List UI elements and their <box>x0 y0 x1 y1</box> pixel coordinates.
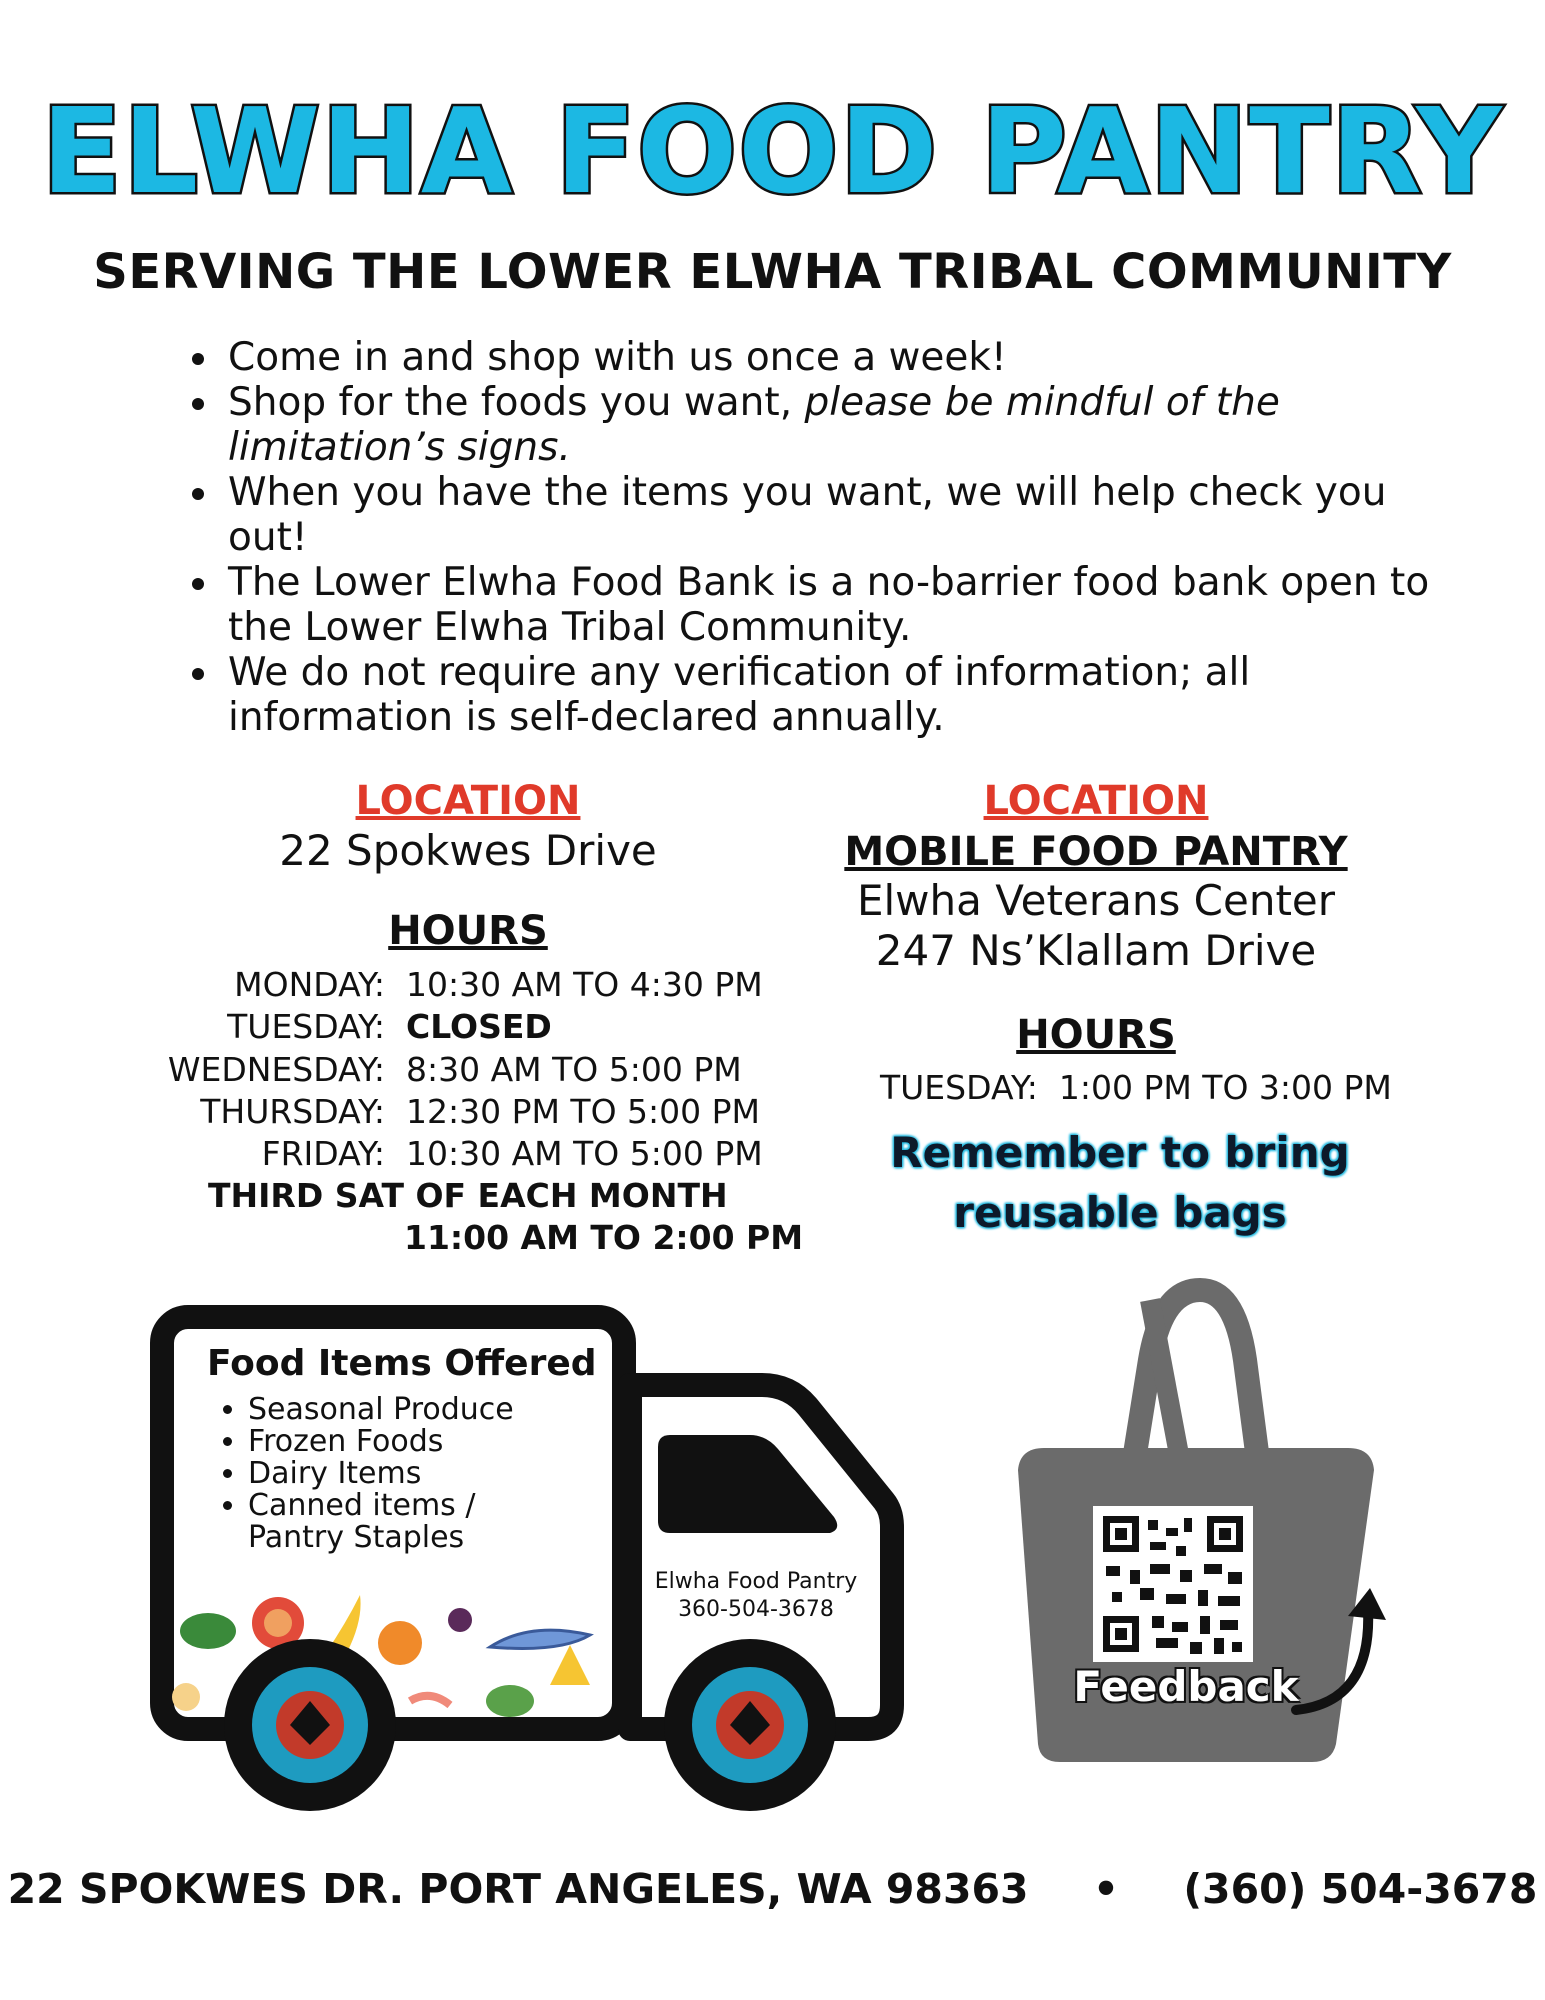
door-name: Elwha Food Pantry <box>654 1569 858 1594</box>
hours-row-monday <box>130 965 763 1004</box>
hours-day: THURSDAY: <box>200 1092 385 1131</box>
info-list <box>178 335 1462 740</box>
hours-row-wednesday <box>130 1050 742 1089</box>
list-item: • Dairy Items <box>248 1458 514 1490</box>
list-item <box>222 470 1462 560</box>
hours-day: TUESDAY: <box>227 1007 385 1046</box>
hours-time: 10:30 AM TO 5:00 PM <box>405 1134 763 1173</box>
saturday-label: THIRD SAT OF EACH MONTH <box>208 1176 728 1215</box>
hours-time: 8:30 AM TO 5:00 PM <box>405 1050 742 1089</box>
mobile-location-name: Elwha Veterans Center <box>856 876 1336 925</box>
feedback-label: Feedback <box>1073 1662 1299 1711</box>
subtitle: SERVING THE LOWER ELWHA TRIBAL COMMUNITY <box>93 244 1452 300</box>
food-items-heading: Food Items Offered <box>207 1343 597 1384</box>
reminder-line-1: Remember to bring <box>890 1128 1350 1177</box>
rear-wheel <box>224 1639 396 1811</box>
hours-day: WEDNESDAY: <box>167 1050 385 1089</box>
hours-time: 10:30 AM TO 4:30 PM <box>405 965 763 1004</box>
list-item-text: Come in and shop with us once a week! <box>228 335 1007 380</box>
page-title <box>0 80 1545 220</box>
list-item-text: Pantry Staples <box>248 1520 465 1555</box>
list-item <box>248 1490 514 1554</box>
reminder-line-2: reusable bags <box>953 1188 1287 1237</box>
footer-address: 22 SPOKWES DR. PORT ANGELES, WA 98363 <box>7 1865 1029 1913</box>
location-heading: LOCATION <box>355 778 581 824</box>
mobile-location-heading: LOCATION <box>983 778 1209 824</box>
list-item <box>222 335 1462 380</box>
hours-heading: HOURS <box>388 908 548 954</box>
hours-day: MONDAY: <box>234 965 385 1004</box>
footer-phone: (360) 504-3678 <box>1183 1865 1538 1913</box>
mobile-pantry-heading: MOBILE FOOD PANTRY <box>844 829 1348 875</box>
saturday-time: 11:00 AM TO 2:00 PM <box>404 1218 804 1257</box>
door-text <box>640 1568 872 1624</box>
list-item-italic-text: please be mindful of the limitation’s signs. <box>228 380 1280 470</box>
list-item <box>222 380 1462 470</box>
hours-row-thursday <box>130 1092 760 1131</box>
hours-time: CLOSED <box>405 1007 552 1046</box>
list-item-text: We do not require any verification of information; all information is self-declared annually. <box>228 650 1251 740</box>
list-item-text: The Lower Elwha Food Bank is a no-barrier food bank open to the Lower Elwha Tribal Community. <box>228 560 1430 650</box>
hours-time: 12:30 PM TO 5:00 PM <box>405 1092 761 1131</box>
door-phone: 360-504-3678 <box>678 1597 834 1622</box>
title-text: ELWHA FOOD PANTRY <box>41 82 1503 220</box>
mobile-location-address: 247 Ns’Klallam Drive <box>875 926 1317 975</box>
list-item <box>222 560 1462 650</box>
hours-day: FRIDAY: <box>261 1134 385 1173</box>
list-item-text: Shop for the foods you want, <box>228 380 805 425</box>
footer <box>0 1865 1545 1913</box>
food-items-list <box>220 1394 514 1554</box>
reusable-bag <box>1000 1270 1420 1790</box>
front-wheel <box>664 1639 836 1811</box>
list-item: • Seasonal Produce <box>248 1394 514 1426</box>
mobile-hours-row <box>880 1068 1392 1107</box>
list-item-text: When you have the items you want, we will help check you out! <box>228 470 1387 560</box>
hours-day: TUESDAY: <box>880 1068 1038 1107</box>
list-item: • Frozen Foods <box>248 1426 514 1458</box>
location-address: 22 Spokwes Drive <box>279 826 657 875</box>
list-item <box>222 650 1462 740</box>
hours-time: 1:00 PM TO 3:00 PM <box>1058 1068 1392 1107</box>
hours-row-friday <box>130 1134 763 1173</box>
list-item-text: Canned items / <box>248 1488 476 1523</box>
mobile-hours-heading: HOURS <box>1016 1012 1176 1058</box>
hours-row-tuesday <box>130 1007 552 1046</box>
footer-separator: • <box>1092 1865 1120 1913</box>
